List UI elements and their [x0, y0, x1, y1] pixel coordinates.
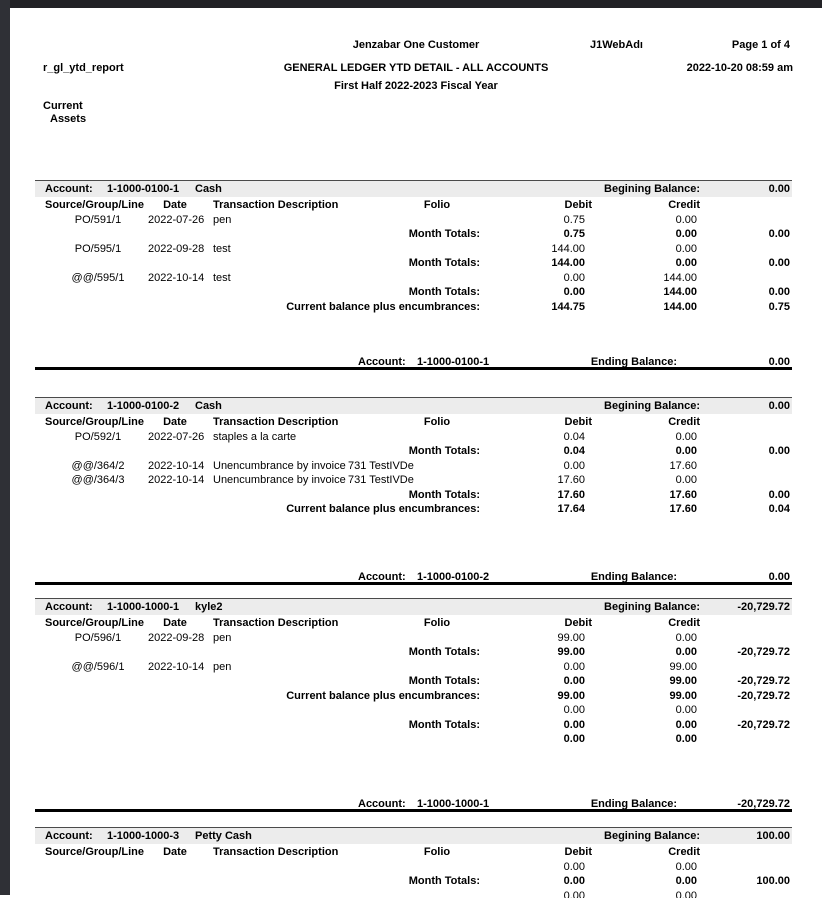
- account-number: 1-1000-1000-1: [107, 601, 180, 613]
- col-header-description: Transaction Description: [213, 199, 339, 211]
- txn-source: @@/364/2: [71, 459, 125, 472]
- report-user: J1WebAdı: [590, 39, 643, 51]
- begining-balance-label: Begining Balance:: [604, 601, 700, 613]
- report-row: [35, 488, 792, 502]
- ending-account-number: 1-1000-1000-1: [417, 798, 490, 810]
- txn-debit: 0.00: [563, 459, 585, 472]
- txn-date: 2022-07-26: [148, 431, 205, 443]
- txn-description: test: [213, 271, 231, 284]
- account-label: Account:: [45, 400, 93, 412]
- month-totals-label: Month Totals:: [408, 257, 480, 270]
- account-name: Cash: [195, 400, 222, 412]
- report-row: [35, 718, 792, 732]
- txn-date: 2022-10-14: [148, 474, 205, 487]
- col-header-folio: Folio: [423, 617, 451, 629]
- txn-credit: 144.00: [663, 271, 697, 284]
- txn-credit: 99.00: [669, 660, 697, 673]
- ending-account-number: 1-1000-0100-1: [417, 356, 490, 368]
- col-header-source: Source/Group/Line: [45, 199, 145, 211]
- txn-credit: 0.00: [675, 474, 697, 487]
- month-totals-label: Month Totals:: [408, 228, 480, 241]
- month-debit: 0.00: [563, 718, 585, 731]
- txn-credit: 0.00: [675, 214, 697, 226]
- report-row: [35, 689, 792, 703]
- txn-description: pen: [213, 632, 232, 644]
- month-balance: 0.00: [768, 445, 790, 458]
- col-header-source: Source/Group/Line: [45, 416, 145, 428]
- report-row: [35, 213, 792, 227]
- col-header-credit: Credit: [668, 617, 700, 629]
- col-header-date: Date: [163, 416, 187, 428]
- category-assets: Assets: [50, 113, 87, 125]
- column-header-row: [35, 845, 792, 859]
- txn-description: Unencumbrance by invoice: [213, 474, 346, 487]
- viewer-chrome-top: [0, 0, 822, 8]
- report-row: [35, 631, 792, 645]
- txn-debit: 0.04: [563, 431, 585, 443]
- month-debit: 0.00: [563, 286, 585, 299]
- report-row: [35, 874, 792, 888]
- txn-source: PO/591/1: [74, 214, 122, 226]
- col-header-debit: Debit: [564, 846, 592, 858]
- report-id: r_gl_ytd_report: [43, 62, 124, 74]
- plain-credit: 0.00: [675, 704, 697, 717]
- account-header-band: [35, 180, 792, 197]
- month-totals-label: Month Totals:: [408, 875, 480, 888]
- current-totals-label: Current balance plus encumbrances:: [286, 300, 480, 313]
- account-label: Account:: [45, 830, 93, 842]
- txn-description: Unencumbrance by invoice: [213, 459, 346, 472]
- month-debit: 0.00: [563, 875, 585, 888]
- month-credit: 99.00: [669, 675, 697, 688]
- col-header-date: Date: [163, 617, 187, 629]
- plain-debit: 0.00: [563, 889, 585, 898]
- ending-balance-value: -20,729.72: [737, 798, 790, 810]
- current-balance: -20,729.72: [737, 689, 790, 702]
- month-credit: 0.00: [675, 875, 697, 888]
- month-debit: 0.04: [563, 445, 585, 458]
- col-header-credit: Credit: [668, 846, 700, 858]
- month-credit: 0.00: [675, 445, 697, 458]
- txn-debit: 0.75: [563, 214, 585, 226]
- report-row: [35, 285, 792, 299]
- col-header-credit: Credit: [668, 199, 700, 211]
- report-row: [35, 889, 792, 898]
- month-credit: 0.00: [675, 646, 697, 659]
- report-page: [10, 8, 822, 916]
- plain-credit: 0.00: [675, 861, 697, 873]
- report-row: [35, 502, 792, 516]
- report-row: [35, 242, 792, 256]
- account-header-band: [35, 827, 792, 844]
- ending-balance-label: Ending Balance:: [590, 798, 677, 810]
- report-customer: Jenzabar One Customer: [352, 39, 480, 51]
- col-header-folio: Folio: [423, 416, 451, 428]
- current-credit: 17.60: [669, 503, 697, 516]
- col-header-folio: Folio: [423, 199, 451, 211]
- txn-date: 2022-09-28: [148, 242, 205, 255]
- month-debit: 144.00: [551, 257, 585, 270]
- month-totals-label: Month Totals:: [408, 675, 480, 688]
- col-header-folio: Folio: [423, 846, 451, 858]
- plain-credit: 0.00: [675, 733, 697, 746]
- month-balance: 0.00: [768, 488, 790, 501]
- txn-source: PO/596/1: [74, 632, 122, 644]
- current-totals-label: Current balance plus encumbrances:: [286, 503, 480, 516]
- plain-debit: 0.00: [563, 861, 585, 873]
- ledger-table: [35, 8, 792, 916]
- report-title: GENERAL LEDGER YTD DETAIL - ALL ACCOUNTS: [283, 62, 549, 74]
- plain-credit: 0.00: [675, 889, 697, 898]
- report-row: [35, 674, 792, 688]
- ending-balance-row: [35, 797, 792, 812]
- begining-balance-value: -20,729.72: [737, 601, 790, 613]
- txn-source: @@/595/1: [71, 271, 125, 284]
- account-number: 1-1000-0100-2: [107, 400, 180, 412]
- txn-debit: 144.00: [551, 242, 585, 255]
- ending-account-number: 1-1000-0100-2: [417, 571, 490, 583]
- begining-balance-value: 0.00: [768, 183, 790, 195]
- month-credit: 0.00: [675, 718, 697, 731]
- report-datetime: 2022-10-20 08:59 am: [686, 62, 793, 74]
- report-row: [35, 444, 792, 458]
- txn-source: PO/592/1: [74, 431, 122, 443]
- txn-date: 2022-07-26: [148, 214, 205, 226]
- month-credit: 144.00: [663, 286, 697, 299]
- report-row: [35, 473, 792, 487]
- report-row: [35, 660, 792, 674]
- txn-date: 2022-10-14: [148, 660, 205, 673]
- report-row: [35, 256, 792, 270]
- month-credit: 0.00: [675, 228, 697, 241]
- account-name: Petty Cash: [195, 830, 252, 842]
- col-header-description: Transaction Description: [213, 846, 339, 858]
- ending-balance-row: [35, 355, 792, 370]
- report-row: [35, 300, 792, 314]
- txn-description: pen: [213, 660, 232, 673]
- ending-account-label: Account:: [358, 356, 406, 368]
- account-header-band: [35, 397, 792, 414]
- txn-credit: 0.00: [675, 632, 697, 644]
- txn-description: test: [213, 242, 231, 255]
- current-credit: 144.00: [663, 300, 697, 313]
- report-row: [35, 227, 792, 241]
- report-row: [35, 703, 792, 717]
- col-header-debit: Debit: [564, 617, 592, 629]
- begining-balance-label: Begining Balance:: [604, 183, 700, 195]
- col-header-source: Source/Group/Line: [45, 846, 145, 858]
- current-balance: 0.04: [768, 503, 790, 516]
- month-debit: 17.60: [557, 488, 585, 501]
- ending-balance-value: 0.00: [768, 356, 790, 368]
- txn-description: staples a la carte: [213, 431, 297, 443]
- txn-date: 2022-09-28: [148, 632, 205, 644]
- txn-folio: 731 TestIVDe: [348, 459, 414, 472]
- col-header-description: Transaction Description: [213, 617, 339, 629]
- begining-balance-value: 0.00: [768, 400, 790, 412]
- report-row: [35, 430, 792, 444]
- month-debit: 99.00: [557, 646, 585, 659]
- col-header-source: Source/Group/Line: [45, 617, 145, 629]
- report-row: [35, 459, 792, 473]
- col-header-date: Date: [163, 199, 187, 211]
- txn-source: @@/364/3: [71, 474, 125, 487]
- month-totals-label: Month Totals:: [408, 445, 480, 458]
- month-balance: 0.00: [768, 286, 790, 299]
- col-header-debit: Debit: [564, 199, 592, 211]
- month-balance: -20,729.72: [737, 718, 790, 731]
- month-balance: 0.00: [768, 257, 790, 270]
- report-row: [35, 732, 792, 746]
- current-totals-label: Current balance plus encumbrances:: [286, 689, 480, 702]
- col-header-debit: Debit: [564, 416, 592, 428]
- ending-balance-label: Ending Balance:: [590, 356, 677, 368]
- account-header-band: [35, 598, 792, 615]
- month-balance: -20,729.72: [737, 675, 790, 688]
- category-current: Current: [43, 100, 83, 112]
- current-debit: 99.00: [557, 689, 585, 702]
- ending-balance-value: 0.00: [768, 571, 790, 583]
- current-debit: 144.75: [551, 300, 585, 313]
- month-totals-label: Month Totals:: [408, 488, 480, 501]
- ending-balance-row: [35, 570, 792, 585]
- plain-debit: 0.00: [563, 733, 585, 746]
- current-balance: 0.75: [768, 300, 790, 313]
- ending-account-label: Account:: [358, 798, 406, 810]
- begining-balance-label: Begining Balance:: [604, 830, 700, 842]
- txn-debit: 17.60: [557, 474, 585, 487]
- month-totals-label: Month Totals:: [408, 646, 480, 659]
- txn-description: pen: [213, 214, 232, 226]
- txn-debit: 0.00: [563, 660, 585, 673]
- column-header-row: [35, 415, 792, 429]
- report-row: [35, 645, 792, 659]
- txn-credit: 0.00: [675, 431, 697, 443]
- col-header-date: Date: [163, 846, 187, 858]
- month-credit: 17.60: [669, 488, 697, 501]
- begining-balance-label: Begining Balance:: [604, 400, 700, 412]
- txn-credit: 17.60: [669, 459, 697, 472]
- ending-balance-label: Ending Balance:: [590, 571, 677, 583]
- txn-source: PO/595/1: [74, 242, 122, 255]
- month-balance: -20,729.72: [737, 646, 790, 659]
- txn-credit: 0.00: [675, 242, 697, 255]
- current-credit: 99.00: [669, 689, 697, 702]
- report-subtitle: First Half 2022-2023 Fiscal Year: [334, 80, 498, 92]
- account-name: kyle2: [195, 601, 223, 613]
- month-totals-label: Month Totals:: [408, 286, 480, 299]
- txn-debit: 0.00: [563, 271, 585, 284]
- txn-folio: 731 TestIVDe: [348, 474, 414, 487]
- viewer-chrome-left: [0, 0, 10, 895]
- month-debit: 0.75: [563, 228, 585, 241]
- plain-debit: 0.00: [563, 704, 585, 717]
- column-header-row: [35, 616, 792, 630]
- report-row: [35, 271, 792, 285]
- month-debit: 0.00: [563, 675, 585, 688]
- col-header-description: Transaction Description: [213, 416, 339, 428]
- report-page-number: Page 1 of 4: [731, 39, 790, 51]
- account-number: 1-1000-1000-3: [107, 830, 180, 842]
- account-label: Account:: [45, 601, 93, 613]
- month-totals-label: Month Totals:: [408, 718, 480, 731]
- txn-debit: 99.00: [557, 632, 585, 644]
- month-balance: 100.00: [756, 875, 790, 888]
- month-balance: 0.00: [768, 228, 790, 241]
- account-name: Cash: [195, 183, 222, 195]
- ending-account-label: Account:: [358, 571, 406, 583]
- col-header-credit: Credit: [668, 416, 700, 428]
- account-label: Account:: [45, 183, 93, 195]
- begining-balance-value: 100.00: [756, 830, 790, 842]
- txn-source: @@/596/1: [71, 660, 125, 673]
- txn-date: 2022-10-14: [148, 271, 205, 284]
- month-credit: 0.00: [675, 257, 697, 270]
- report-row: [35, 860, 792, 874]
- txn-date: 2022-10-14: [148, 459, 205, 472]
- account-number: 1-1000-0100-1: [107, 183, 180, 195]
- current-debit: 17.64: [557, 503, 585, 516]
- column-header-row: [35, 198, 792, 212]
